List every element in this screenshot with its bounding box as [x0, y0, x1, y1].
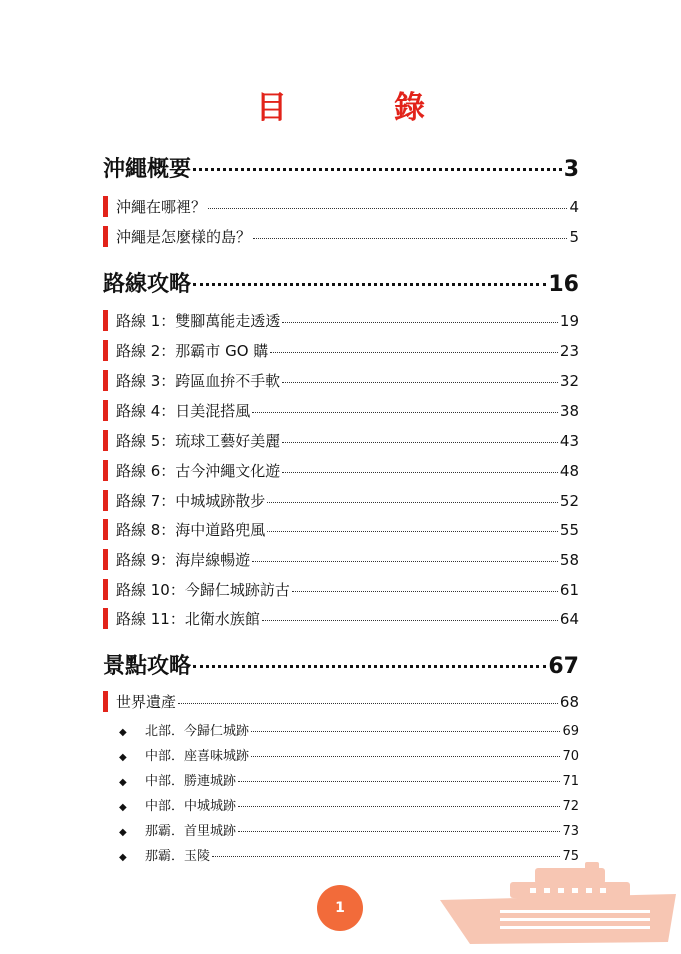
toc-item-label: 那霸．玉陵 [145, 849, 211, 864]
toc-entry-label: 路線 4：日美混搭風 [103, 400, 250, 421]
dot-leader [238, 781, 560, 782]
toc-page-number: 3 [563, 157, 579, 182]
dot-leader [262, 620, 558, 621]
dot-leader [238, 831, 560, 832]
toc-page-number: 64 [559, 610, 579, 628]
toc-page-number: 19 [559, 312, 579, 330]
toc-entry-label: 路線 8：海中道路兜風 [103, 519, 265, 540]
toc-page-number: 70 [562, 749, 579, 764]
toc-page-number: 71 [562, 774, 579, 789]
toc-entry[interactable] [103, 549, 579, 570]
dot-leader [212, 856, 560, 857]
toc-entry[interactable] [103, 460, 579, 481]
dot-leader [208, 208, 567, 209]
toc-page-number: 73 [562, 824, 579, 839]
toc-entry[interactable] [103, 430, 579, 451]
toc-page-number: 52 [559, 492, 579, 510]
toc-section-label: 路線攻略 [103, 272, 192, 297]
toc-entry-label: 沖繩在哪裡？ [103, 196, 206, 217]
toc-page-number: 69 [562, 724, 579, 739]
toc-page-number: 16 [548, 272, 579, 297]
toc-item[interactable] [119, 795, 579, 814]
dot-leader [282, 382, 558, 383]
toc-page-number: 67 [548, 654, 579, 679]
diamond-bullet-icon: ◆ [119, 727, 127, 738]
toc-item-label: 中部．中城城跡 [145, 799, 237, 814]
diamond-bullet-icon: ◆ [119, 777, 127, 788]
diamond-bullet-icon: ◆ [119, 752, 127, 763]
diamond-bullet-icon: ◆ [119, 852, 127, 863]
toc-entry[interactable] [103, 370, 579, 391]
toc-entry-label: 路線 11：北衛水族館 [103, 608, 260, 629]
toc-section-routes[interactable] [103, 267, 579, 298]
toc-entry-label: 路線 1：雙腳萬能走透透 [103, 310, 280, 331]
toc-page-number: 68 [559, 693, 579, 711]
toc-entry-label: 世界遺產 [103, 691, 176, 712]
toc-page-number: 32 [559, 372, 579, 390]
toc-entry[interactable] [103, 400, 579, 421]
toc-page-number: 48 [559, 462, 579, 480]
toc-section-label: 景點攻略 [103, 654, 192, 679]
dot-leader [282, 442, 558, 443]
dot-leader [193, 168, 562, 171]
toc-entry-label: 路線 3：跨區血拚不手軟 [103, 370, 280, 391]
dot-leader [178, 703, 558, 704]
toc-entry[interactable] [103, 226, 579, 247]
toc-entry[interactable] [103, 340, 579, 361]
toc-page-number: 38 [559, 402, 579, 420]
diamond-bullet-icon: ◆ [119, 827, 127, 838]
dot-leader [251, 731, 560, 732]
toc-page-number: 75 [562, 849, 579, 864]
toc-page-number: 55 [559, 521, 579, 539]
toc-entry[interactable] [103, 608, 579, 629]
toc-entry-label: 路線 5：琉球工藝好美麗 [103, 430, 280, 451]
diamond-bullet-icon: ◆ [119, 802, 127, 813]
toc-entry-label: 路線 6：古今沖繩文化遊 [103, 460, 280, 481]
toc-section-attractions[interactable] [103, 649, 579, 680]
toc-page-number: 72 [562, 799, 579, 814]
toc-item-label: 中部．勝連城跡 [145, 774, 237, 789]
toc-page-number: 58 [559, 551, 579, 569]
toc-section-overview[interactable] [103, 152, 579, 183]
toc-section-label: 沖繩概要 [103, 157, 192, 182]
dot-leader [251, 756, 560, 757]
toc-item[interactable] [119, 720, 579, 739]
dot-leader [193, 283, 546, 286]
page-number-badge: 1 [317, 885, 363, 931]
toc-entry[interactable] [103, 490, 579, 511]
toc-page-number: 4 [569, 198, 579, 216]
toc-entry-label: 路線 7：中城城跡散步 [103, 490, 265, 511]
dot-leader [193, 665, 546, 668]
toc-page-number: 43 [559, 432, 579, 450]
dot-leader [282, 322, 558, 323]
toc-page-number: 5 [569, 228, 579, 246]
dot-leader [267, 502, 558, 503]
toc-entry[interactable] [103, 310, 579, 331]
toc-page-number: 23 [559, 342, 579, 360]
dot-leader [270, 352, 558, 353]
dot-leader [238, 806, 560, 807]
dot-leader [252, 561, 558, 562]
toc-entry-label: 路線 9：海岸線暢遊 [103, 549, 250, 570]
toc-entry-label: 沖繩是怎麼樣的島？ [103, 226, 251, 247]
toc-item-label: 中部．座喜味城跡 [145, 749, 250, 764]
toc-item[interactable] [119, 745, 579, 764]
toc-entry-label: 路線 10：今歸仁城跡訪古 [103, 579, 290, 600]
toc-entry[interactable] [103, 691, 579, 712]
toc-entry[interactable] [103, 579, 579, 600]
toc-item-label: 北部．今歸仁城跡 [145, 724, 250, 739]
ship-watermark-icon [440, 860, 676, 950]
toc-item[interactable] [119, 770, 579, 789]
toc-title: 目 錄 [256, 90, 463, 126]
dot-leader [282, 472, 558, 473]
toc-entry-label: 路線 2：那霸市 GO 購 [103, 340, 268, 361]
dot-leader [292, 591, 558, 592]
dot-leader [253, 238, 567, 239]
toc-entry[interactable] [103, 519, 579, 540]
dot-leader [267, 531, 558, 532]
toc-page-number: 61 [559, 581, 579, 599]
dot-leader [252, 412, 558, 413]
toc-entry[interactable] [103, 196, 579, 217]
toc-item[interactable] [119, 820, 579, 839]
toc-item-label: 那霸．首里城跡 [145, 824, 237, 839]
